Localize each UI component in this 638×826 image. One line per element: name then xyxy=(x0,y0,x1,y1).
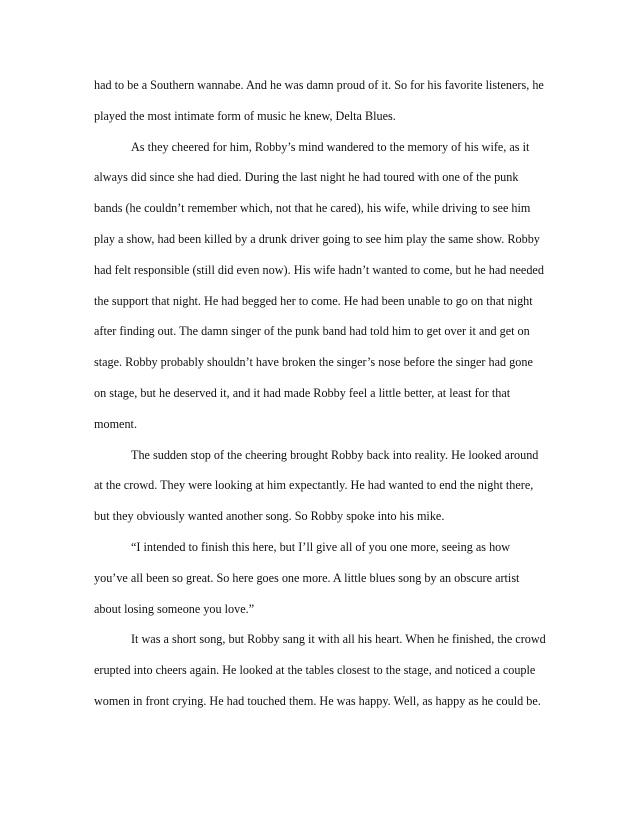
paragraph-1: had to be a Southern wannabe. And he was damn proud of it. So for his favorite listeners, he played the most intimate form of music he knew, Delta Blues. xyxy=(94,78,544,123)
body-text xyxy=(94,70,546,717)
paragraph-2: As they cheered for him, Robby’s mind wandered to the memory of his wife, as it always did since she had died. During the last night he had toured with one of the punk bands (he couldn’t remember which, not that he cared), his wife, while driving to see him play a show, had been killed by a drunk driver going to see him play the same show. Robby had felt responsible (still did even now). His wife hadn’t wanted to come, but he had needed the support that night. He had begged her to come. He had been unable to go on that night after finding out. The damn singer of the punk band had told him to get over it and get on stage. Robby probably shouldn’t have broken the singer’s nose before the singer had gone on stage, but he deserved it, and it had made Robby feel a little better, at least for that moment. xyxy=(94,139,544,431)
paragraph-5: It was a short song, but Robby sang it with all his heart. When he finished, the crowd erupted into cheers again. He looked at the tables closest to the stage, and noticed a couple women in front crying. He had touched them. He was happy. Well, as happy as he could be. xyxy=(94,632,546,708)
paragraph-4: “I intended to finish this here, but I’ll give all of you one more, seeing as how you’ve all been so great. So here goes one more. A little blues song by an obscure artist about losing someone you love.” xyxy=(94,539,520,616)
paragraph-3: The sudden stop of the cheering brought Robby back into reality. He looked around at the crowd. They were looking at him expectantly. He had wanted to end the night there, but they obviously wanted another song. So Robby spoke into his mike. xyxy=(94,447,539,524)
